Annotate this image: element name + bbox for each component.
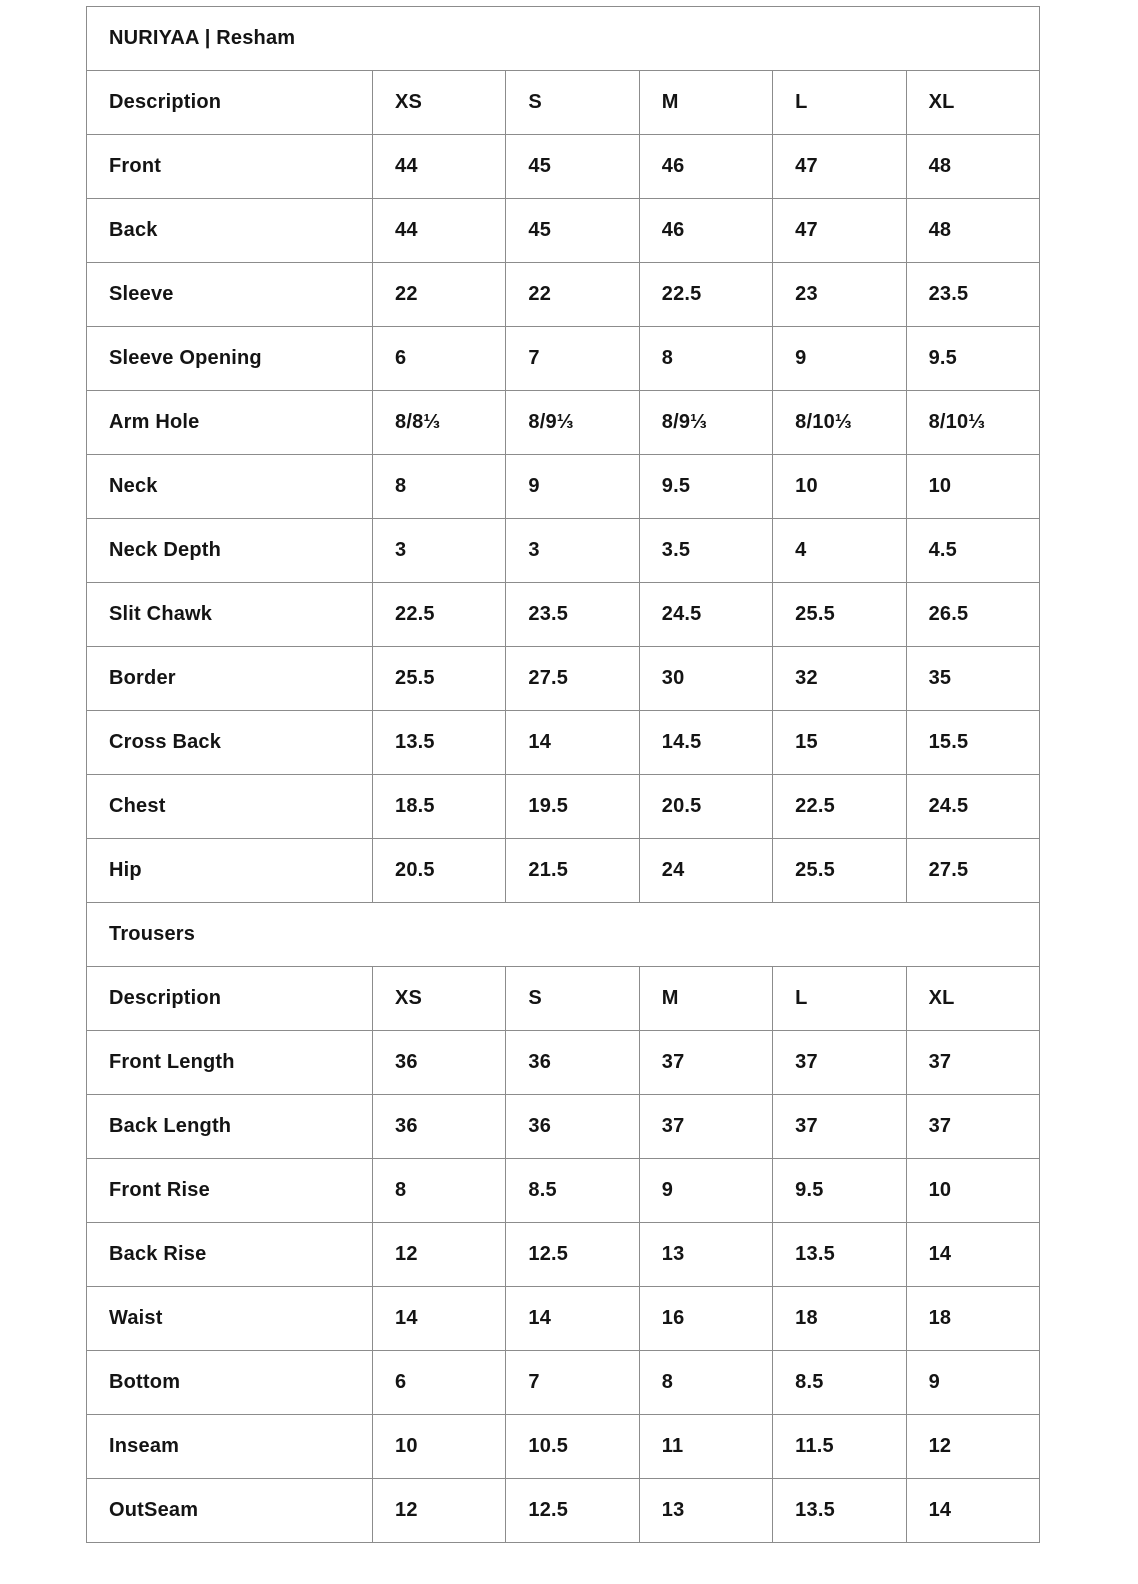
size-value-cell: XL — [906, 71, 1039, 135]
size-value-cell: M — [639, 71, 772, 135]
size-value-cell: 14 — [506, 711, 639, 775]
size-value-cell: 9 — [639, 1159, 772, 1223]
size-value-cell: 26.5 — [906, 583, 1039, 647]
size-value-cell: 8.5 — [506, 1159, 639, 1223]
size-value-cell: 35 — [906, 647, 1039, 711]
size-value-cell: 9 — [506, 455, 639, 519]
size-value-cell: 47 — [773, 199, 906, 263]
size-value-cell: 22.5 — [639, 263, 772, 327]
size-value-cell: 12 — [906, 1415, 1039, 1479]
size-value-cell: 7 — [506, 1351, 639, 1415]
table-row — [87, 1287, 1040, 1351]
size-value-cell: 19.5 — [506, 775, 639, 839]
size-value-cell: 11 — [639, 1415, 772, 1479]
size-value-cell: 22.5 — [773, 775, 906, 839]
table-row — [87, 1479, 1040, 1543]
row-label-cell: Border — [87, 647, 373, 711]
size-chart-body — [87, 7, 1040, 1543]
size-value-cell: 4 — [773, 519, 906, 583]
size-value-cell: 24.5 — [639, 583, 772, 647]
table-row — [87, 1223, 1040, 1287]
size-value-cell: 7 — [506, 327, 639, 391]
row-label-cell: Front — [87, 135, 373, 199]
table-row — [87, 519, 1040, 583]
table-row — [87, 583, 1040, 647]
size-value-cell: 22.5 — [373, 583, 506, 647]
row-label-cell: Sleeve — [87, 263, 373, 327]
size-value-cell: 8 — [639, 1351, 772, 1415]
size-value-cell: 8 — [373, 455, 506, 519]
size-value-cell: 14 — [373, 1287, 506, 1351]
size-value-cell: 24 — [639, 839, 772, 903]
size-value-cell: 22 — [506, 263, 639, 327]
size-value-cell: 48 — [906, 199, 1039, 263]
row-label-cell: Back Length — [87, 1095, 373, 1159]
size-value-cell: 23.5 — [906, 263, 1039, 327]
size-value-cell: 23.5 — [506, 583, 639, 647]
row-label-cell: Description — [87, 71, 373, 135]
row-label-cell: Neck Depth — [87, 519, 373, 583]
size-value-cell: 13 — [639, 1479, 772, 1543]
size-value-cell: 20.5 — [373, 839, 506, 903]
size-value-cell: 37 — [906, 1031, 1039, 1095]
table-row — [87, 775, 1040, 839]
size-value-cell: 9.5 — [773, 1159, 906, 1223]
size-value-cell: 8 — [373, 1159, 506, 1223]
size-value-cell: 8/10⅓ — [906, 391, 1039, 455]
size-value-cell: 36 — [506, 1031, 639, 1095]
size-value-cell: 16 — [639, 1287, 772, 1351]
size-value-cell: 10 — [906, 455, 1039, 519]
size-value-cell: 25.5 — [373, 647, 506, 711]
table-row — [87, 135, 1040, 199]
size-value-cell: 12 — [373, 1223, 506, 1287]
size-value-cell: 18 — [906, 1287, 1039, 1351]
table-row — [87, 1351, 1040, 1415]
size-value-cell: 18 — [773, 1287, 906, 1351]
size-value-cell: 37 — [773, 1031, 906, 1095]
size-value-cell: 14.5 — [639, 711, 772, 775]
row-label-cell: Hip — [87, 839, 373, 903]
size-value-cell: 25.5 — [773, 583, 906, 647]
table-row — [87, 839, 1040, 903]
size-value-cell: 46 — [639, 199, 772, 263]
row-label-cell: Sleeve Opening — [87, 327, 373, 391]
size-value-cell: 8/8⅓ — [373, 391, 506, 455]
row-label-cell: Back Rise — [87, 1223, 373, 1287]
size-value-cell: 10 — [906, 1159, 1039, 1223]
size-value-cell: 22 — [373, 263, 506, 327]
size-value-cell: 8/9⅓ — [639, 391, 772, 455]
size-value-cell: 8.5 — [773, 1351, 906, 1415]
row-label-cell: OutSeam — [87, 1479, 373, 1543]
row-label-cell: Waist — [87, 1287, 373, 1351]
size-value-cell: 15.5 — [906, 711, 1039, 775]
table-row — [87, 199, 1040, 263]
size-value-cell: 45 — [506, 135, 639, 199]
size-value-cell: M — [639, 967, 772, 1031]
size-value-cell: 48 — [906, 135, 1039, 199]
size-value-cell: 27.5 — [906, 839, 1039, 903]
size-value-cell: 25.5 — [773, 839, 906, 903]
size-value-cell: 3 — [506, 519, 639, 583]
table-row — [87, 1031, 1040, 1095]
row-label-cell: Description — [87, 967, 373, 1031]
row-label-cell: Cross Back — [87, 711, 373, 775]
row-label-cell: Arm Hole — [87, 391, 373, 455]
size-value-cell: 24.5 — [906, 775, 1039, 839]
row-label-cell: Neck — [87, 455, 373, 519]
size-value-cell: 13 — [639, 1223, 772, 1287]
size-value-cell: 23 — [773, 263, 906, 327]
size-value-cell: 6 — [373, 1351, 506, 1415]
row-label-cell: Bottom — [87, 1351, 373, 1415]
size-value-cell: 37 — [773, 1095, 906, 1159]
header-row — [87, 71, 1040, 135]
size-value-cell: 13.5 — [773, 1479, 906, 1543]
title-row — [87, 7, 1040, 71]
header-row — [87, 967, 1040, 1031]
size-value-cell: 9 — [773, 327, 906, 391]
size-value-cell: S — [506, 71, 639, 135]
table-row — [87, 263, 1040, 327]
size-value-cell: 18.5 — [373, 775, 506, 839]
size-value-cell: 3 — [373, 519, 506, 583]
size-value-cell: 46 — [639, 135, 772, 199]
table-row — [87, 455, 1040, 519]
chart-title: NURIYAA | Resham — [87, 7, 1040, 71]
size-value-cell: 14 — [506, 1287, 639, 1351]
size-value-cell: 6 — [373, 327, 506, 391]
size-value-cell: 4.5 — [906, 519, 1039, 583]
size-value-cell: XL — [906, 967, 1039, 1031]
size-value-cell: 37 — [639, 1095, 772, 1159]
row-label-cell: Chest — [87, 775, 373, 839]
size-value-cell: 14 — [906, 1223, 1039, 1287]
table-row — [87, 711, 1040, 775]
table-row — [87, 1095, 1040, 1159]
size-value-cell: 44 — [373, 199, 506, 263]
size-value-cell: 10.5 — [506, 1415, 639, 1479]
row-label-cell: Back — [87, 199, 373, 263]
size-value-cell: 44 — [373, 135, 506, 199]
size-value-cell: 9.5 — [639, 455, 772, 519]
size-value-cell: 37 — [906, 1095, 1039, 1159]
trousers-section-title-row — [87, 903, 1040, 967]
size-value-cell: 3.5 — [639, 519, 772, 583]
size-value-cell: L — [773, 967, 906, 1031]
size-value-cell: 30 — [639, 647, 772, 711]
table-row — [87, 391, 1040, 455]
size-value-cell: 12.5 — [506, 1223, 639, 1287]
size-value-cell: 12 — [373, 1479, 506, 1543]
size-value-cell: XS — [373, 71, 506, 135]
size-value-cell: 47 — [773, 135, 906, 199]
row-label-cell: Inseam — [87, 1415, 373, 1479]
row-label-cell: Slit Chawk — [87, 583, 373, 647]
size-value-cell: 36 — [506, 1095, 639, 1159]
size-value-cell: 37 — [639, 1031, 772, 1095]
size-value-cell: 21.5 — [506, 839, 639, 903]
table-row — [87, 1159, 1040, 1223]
size-value-cell: 10 — [773, 455, 906, 519]
size-value-cell: 27.5 — [506, 647, 639, 711]
size-value-cell: L — [773, 71, 906, 135]
size-value-cell: 14 — [906, 1479, 1039, 1543]
size-value-cell: 20.5 — [639, 775, 772, 839]
row-label-cell: Front Rise — [87, 1159, 373, 1223]
table-row — [87, 327, 1040, 391]
size-value-cell: 8 — [639, 327, 772, 391]
row-label-cell: Front Length — [87, 1031, 373, 1095]
size-value-cell: S — [506, 967, 639, 1031]
size-value-cell: 36 — [373, 1031, 506, 1095]
size-value-cell: 8/9⅓ — [506, 391, 639, 455]
size-value-cell: 12.5 — [506, 1479, 639, 1543]
trousers-section-title: Trousers — [87, 903, 1040, 967]
size-value-cell: 36 — [373, 1095, 506, 1159]
size-value-cell: 11.5 — [773, 1415, 906, 1479]
size-value-cell: XS — [373, 967, 506, 1031]
size-value-cell: 9.5 — [906, 327, 1039, 391]
table-row — [87, 1415, 1040, 1479]
size-value-cell: 13.5 — [773, 1223, 906, 1287]
size-chart-table — [86, 6, 1040, 1543]
size-value-cell: 8/10⅓ — [773, 391, 906, 455]
size-value-cell: 45 — [506, 199, 639, 263]
size-value-cell: 32 — [773, 647, 906, 711]
size-value-cell: 9 — [906, 1351, 1039, 1415]
table-row — [87, 647, 1040, 711]
size-value-cell: 10 — [373, 1415, 506, 1479]
size-value-cell: 15 — [773, 711, 906, 775]
size-value-cell: 13.5 — [373, 711, 506, 775]
size-chart-sheet — [86, 6, 1039, 1548]
